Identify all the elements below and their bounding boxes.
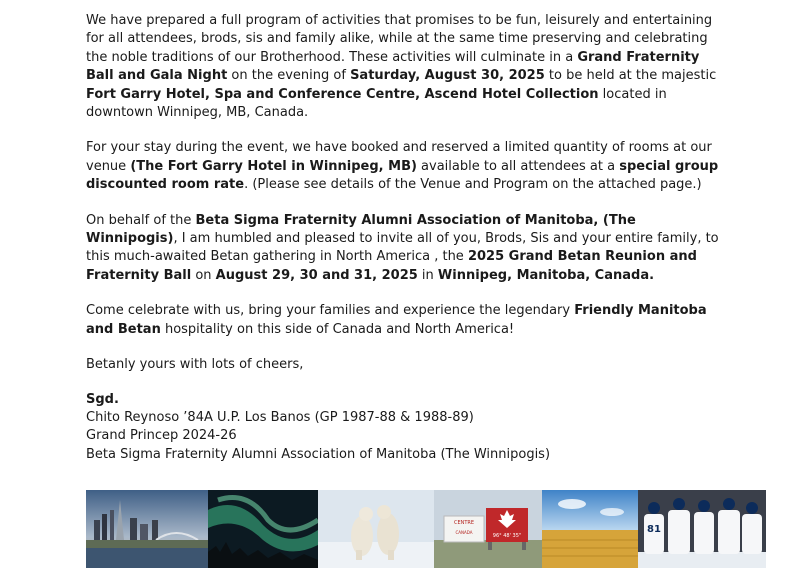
bold-text: special group discounted room rate xyxy=(86,158,719,193)
bold-text: Saturday, August 30, 2025 xyxy=(350,68,545,84)
signatory-organization: Beta Sigma Fraternity Alumni Association of Manitoba (The Winnipogis) xyxy=(86,446,551,462)
sign-text-centre: CENTRE xyxy=(453,520,475,526)
text: We have prepared a full program of activities that promises to be fun, leisurely and entertaining for all attendees, brods, sis and family alike, while at the same time preserving and celebrating the noble traditions of our Brotherhood. These activities will culminate in a xyxy=(86,13,713,65)
photo-centre-of-canada-sign xyxy=(434,490,542,568)
bold-text: Fort Garry Hotel, Spa and Conference Centre, Ascend Hotel Collection xyxy=(86,86,599,102)
paragraph-accommodation xyxy=(86,139,726,194)
text: On behalf of the xyxy=(86,212,196,228)
bold-text: August 29, 30 and 31, 2025 xyxy=(215,267,418,283)
jersey-number: 81 xyxy=(647,524,661,535)
text: , I am humbled and pleased to invite all of you, Brods, Sis and your entire family, to this much-awaited Betan gathering in North America , the xyxy=(86,231,719,265)
photo-prairie-wheat-field xyxy=(542,490,638,568)
bold-text: Winnipeg, Manitoba, Canada. xyxy=(437,267,655,283)
sgd-label: Sgd. xyxy=(86,391,119,407)
paragraph-invitation xyxy=(86,212,726,286)
signatory-name: Chito Reynoso ’84A U.P. Los Banos (GP 1987-88 & 1988-89) xyxy=(86,409,474,425)
text: located in downtown Winnipeg, MB, Canada. xyxy=(86,86,667,121)
text: Come celebrate with us, bring your families and experience the legendary xyxy=(86,303,575,319)
text: to be held at the majestic xyxy=(544,68,717,84)
text: available to all attendees at a xyxy=(416,158,620,174)
photo-northern-lights xyxy=(208,490,318,568)
photo-winnipeg-skyline xyxy=(86,490,208,568)
text: For your stay during the event, we have booked and reserved a limited quantity of rooms at our venue xyxy=(86,140,712,174)
bold-text: (The Fort Garry Hotel in Winnipeg, MB) xyxy=(130,158,417,174)
sign-text-canada: CANADA xyxy=(455,530,473,535)
bold-text: Friendly Manitoba and Betan xyxy=(86,303,707,337)
text: on xyxy=(191,267,216,283)
bold-text: 2025 Grand Betan Reunion and Fraternity Ball xyxy=(86,249,697,283)
text: in xyxy=(417,267,438,283)
bold-text: Grand Fraternity Ball and Gala Night xyxy=(86,49,700,84)
bold-text: Beta Sigma Fraternity Alumni Association of Manitoba, (The Winnipogis) xyxy=(86,212,636,247)
paragraph-program xyxy=(86,12,726,122)
closing-line: Betanly yours with lots of cheers, xyxy=(86,357,304,373)
photo-hockey-team xyxy=(638,490,766,568)
text: on the evening of xyxy=(227,68,351,84)
paragraph-celebrate xyxy=(86,302,726,339)
sign-text-coordinates: 96° 48' 35" xyxy=(492,533,522,539)
signatory-title: Grand Princep 2024-26 xyxy=(86,428,237,444)
text: . (Please see details of the Venue and Program on the attached page.) xyxy=(244,177,702,193)
photo-strip xyxy=(86,490,766,568)
photo-polar-bears xyxy=(318,490,434,568)
letter-body xyxy=(86,12,726,464)
text: hospitality on this side of Canada and North America! xyxy=(160,321,515,337)
signature-block xyxy=(86,391,726,465)
